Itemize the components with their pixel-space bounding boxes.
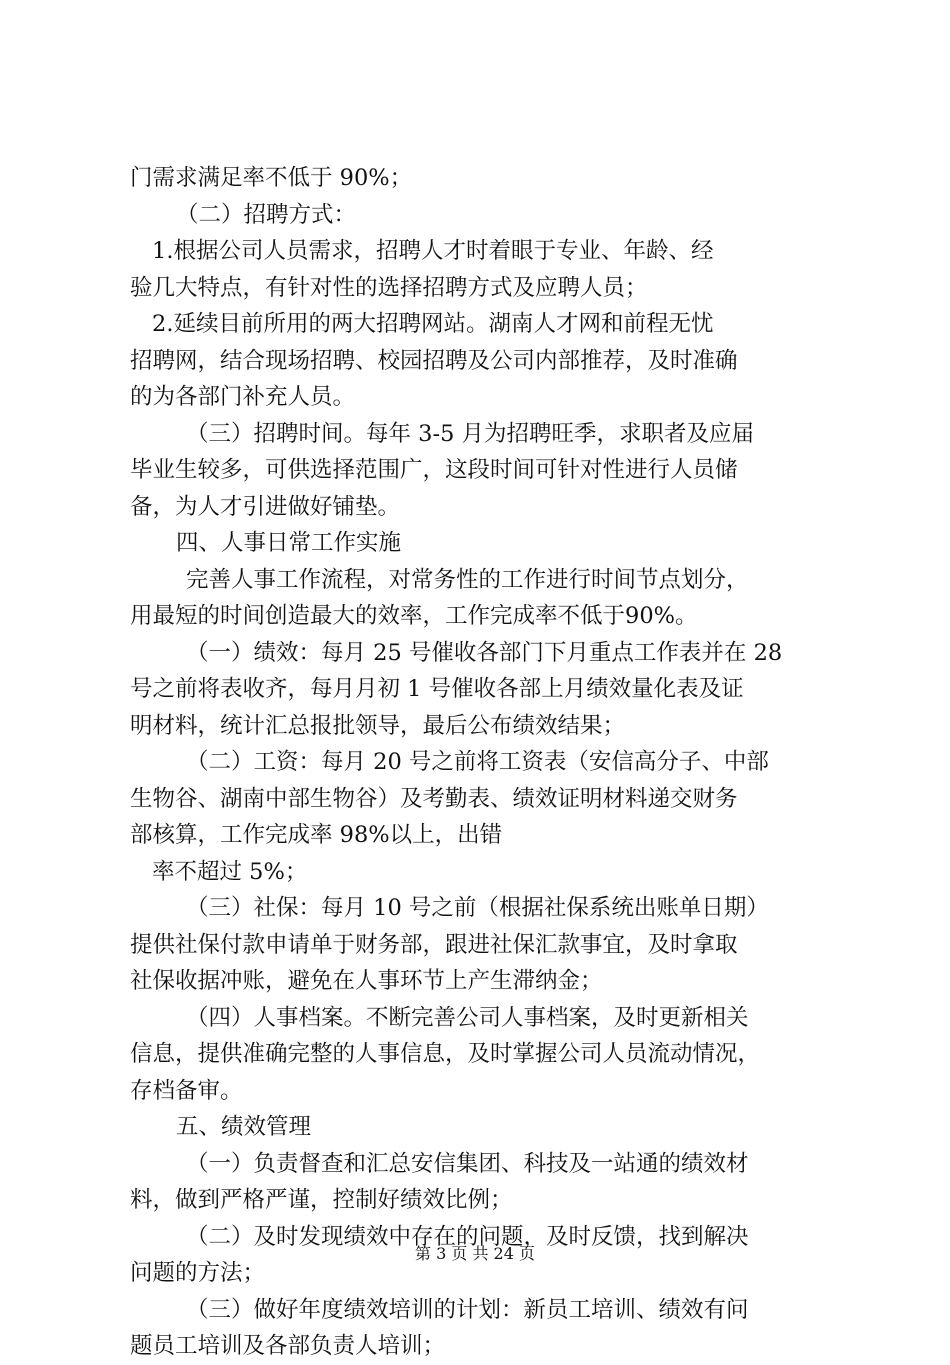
text-line: （一）负责督查和汇总安信集团、科技及一站通的绩效材 — [186, 1150, 749, 1177]
text-line: 备，为人才引进做好铺垫。 — [130, 493, 401, 520]
text-line: 毕业生较多，可供选择范围广，这段时间可针对性进行人员储 — [130, 457, 738, 483]
text-line: 问题的方法； — [130, 1260, 266, 1286]
text-line: 号之前将表收齐，每月月初 1 号催收各部上月绩效量化表及证 — [130, 676, 744, 702]
text-line: （二）工资：每月 20 号之前将工资表（安信高分子、中部 — [186, 749, 769, 775]
text-line: 料，做到严格严谨，控制好绩效比例； — [130, 1187, 513, 1213]
text-line: 的为各部门补充人员。 — [130, 384, 356, 410]
text-line: 门需求满足率不低于 90%； — [130, 165, 413, 191]
text-line: 提供社保付款申请单于财务部，跟进社保汇款事宜，及时拿取 — [130, 931, 738, 958]
text-line: （四）人事档案。不断完善公司人事档案，及时更新相关 — [186, 1004, 749, 1031]
text-line: 信息，提供准确完整的人事信息，及时掌握公司人员流动情况， — [130, 1041, 761, 1067]
body-text — [130, 160, 835, 1365]
text-line: 验几大特点，有针对性的选择招聘方式及应聘人员； — [130, 274, 648, 301]
text-line: 用最短的时间创造最大的效率，工作完成率不低于90%。 — [130, 603, 698, 629]
text-line: （三）社保：每月 10 号之前（根据社保系统出账单日期） — [186, 895, 769, 921]
section-heading: 五、绩效管理 — [176, 1114, 312, 1140]
text-line: 明材料，统计汇总报批领导，最后公布绩效结果； — [130, 712, 626, 739]
text-line: （三）做好年度绩效培训的计划：新员工培训、绩效有问 — [186, 1296, 749, 1323]
section-heading: 四、人事日常工作实施 — [176, 530, 402, 556]
text-line: 2.延续目前所用的两大招聘网站。湖南人才网和前程无忧 — [152, 311, 714, 337]
text-line: 完善人事工作流程，对常务性的工作进行时间节点划分， — [186, 566, 749, 593]
text-line: 1.根据公司人员需求，招聘人才时着眼于专业、年龄、经 — [152, 238, 714, 264]
text-line: 生物谷、湖南中部生物谷）及考勤表、绩效证明材料递交财务 — [130, 785, 738, 812]
text-line: （一）绩效：每月 25 号催收各部门下月重点工作表并在 28 — [186, 639, 783, 666]
text-line: 招聘网，结合现场招聘、校园招聘及公司内部推荐，及时准确 — [130, 347, 738, 374]
text-line: 存档备审。 — [130, 1077, 243, 1104]
text-line: （二）及时发现绩效中存在的问题，及时反馈，找到解决 — [186, 1223, 749, 1250]
text-line: （三）招聘时间。每年 3-5 月为招聘旺季，求职者及应届 — [186, 420, 755, 447]
text-line: （二）招聘方式： — [176, 201, 357, 228]
text-line: 题员工培训及各部负责人培训； — [130, 1333, 446, 1359]
page-footer: 第 3 页 共 24 页 — [415, 1244, 535, 1263]
text-line: 部核算，工作完成率 98%以上，出错 — [130, 822, 503, 848]
text-line: 社保收据冲账，避免在人事环节上产生滞纳金； — [130, 968, 603, 994]
text-line: 率不超过 5%； — [152, 858, 308, 885]
